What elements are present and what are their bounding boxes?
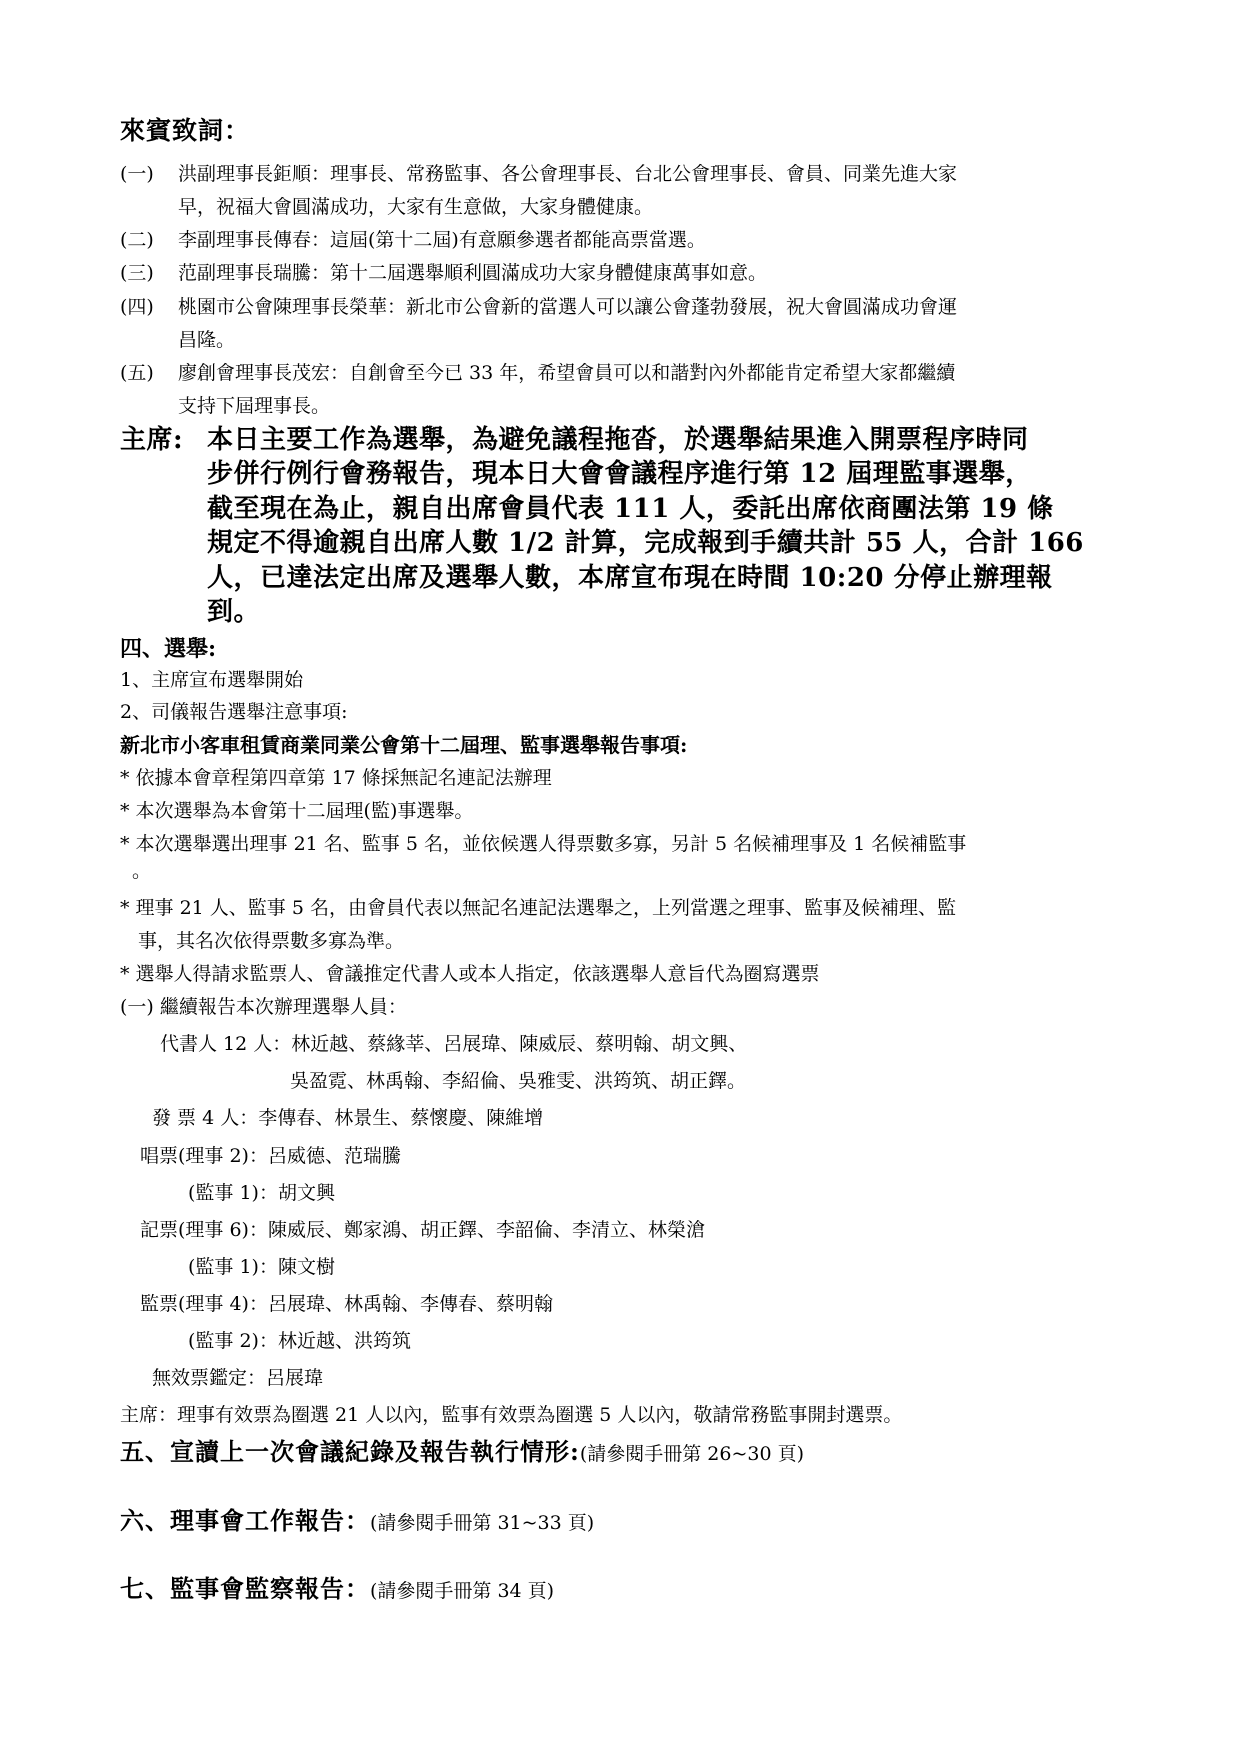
guest-item-text: 桃園市公會陳理事長榮華：新北市公會新的當選人可以讓公會蓬勃發展，祝大會圓滿成功會運 bbox=[178, 296, 958, 318]
staff-recorders-director: 記票(理事 6)：陳威辰、鄭家鴻、胡正鐸、李韶倫、李清立、林榮滄 bbox=[140, 1219, 705, 1241]
staff-ballot-issuers: 發 票 4 人：李傳春、林景生、蔡懷慶、陳維增 bbox=[152, 1107, 544, 1129]
notice-item: * 本次選舉為本會第十二屆理(監)事選舉。 bbox=[120, 800, 474, 822]
chair-statement-line: 步併行例行會務報告，現本日大會會議程序進行第 12 屆理監事選舉， bbox=[207, 459, 1032, 489]
staff-recorders-supervisor: (監事 1)：陳文樹 bbox=[188, 1256, 335, 1278]
chair-statement-line: 截至現在為止，親自出席會員代表 111 人，委託出席依商團法第 19 條 bbox=[207, 494, 1054, 524]
section-heading-7 bbox=[120, 1575, 554, 1604]
chair-statement-line: 到。 bbox=[207, 597, 261, 627]
section-heading-6 bbox=[120, 1507, 594, 1536]
staff-scribes-cont: 吳盈霓、林禹翰、李紹倫、吳雅雯、洪筠筑、胡正鐸。 bbox=[290, 1070, 747, 1092]
notice-item: * 選舉人得請求監票人、會議推定代書人或本人指定，依該選舉人意旨代為圈寫選票 bbox=[120, 963, 820, 985]
staff-callers-supervisor: (監事 1)：胡文興 bbox=[188, 1182, 335, 1204]
section-title: 五、宣讀上一次會議紀錄及報告執行情形: bbox=[120, 1437, 580, 1466]
section-heading-5 bbox=[120, 1438, 804, 1467]
staff-callers-director: 唱票(理事 2)：呂威德、范瑞騰 bbox=[140, 1145, 401, 1167]
chair-statement-line: 規定不得逾親自出席人數 1/2 計算，完成報到手續共計 55 人，合計 166 bbox=[207, 528, 1084, 558]
guest-item-num: (一) bbox=[120, 163, 154, 185]
notice-item-cont: 事，其名次依得票數多寡為準。 bbox=[138, 930, 405, 952]
notice-title: 新北市小客車租賃商業同業公會第十二屆理、監事選舉報告事項: bbox=[120, 733, 688, 757]
notice-item: * 本次選舉選出理事 21 名、監事 5 名，並依候選人得票數多寡，另計 5 名候補理事及 1 名候補監事 bbox=[120, 833, 967, 855]
guest-item-num: (二) bbox=[120, 229, 154, 251]
election-step: 1、主席宣布選舉開始 bbox=[120, 669, 304, 691]
section-page-ref: (請參閱手冊第 34 頁) bbox=[370, 1580, 555, 1602]
notice-item-cont: 。 bbox=[132, 860, 152, 882]
guest-item-num: (四) bbox=[120, 296, 154, 318]
section-title: 七、監事會監察報告： bbox=[120, 1574, 370, 1603]
guest-item-text: 范副理事長瑞騰：第十二屆選舉順利圓滿成功大家身體健康萬事如意。 bbox=[178, 262, 768, 284]
staff-scribes: 代書人 12 人：林近越、蔡緣莘、呂展瑋、陳威辰、蔡明翰、胡文興、 bbox=[160, 1033, 748, 1055]
notice-item: * 理事 21 人、監事 5 名，由會員代表以無記名連記法選舉之，上列當選之理事、監事及候補理、監 bbox=[120, 897, 956, 919]
chair-statement-line: 本日主要工作為選舉，為避免議程拖沓，於選舉結果進入開票程序時同 bbox=[207, 425, 1029, 455]
guest-item-num: (五) bbox=[120, 362, 154, 384]
guest-item-text: 洪副理事長鉅順：理事長、常務監事、各公會理事長、台北公會理事長、會員、同業先進大家 bbox=[178, 163, 958, 185]
guest-item-text: 廖創會理事長茂宏：自創會至今已 33 年，希望會員可以和諧對內外都能肯定希望大家都繼續 bbox=[178, 362, 956, 384]
election-heading: 四、選舉: bbox=[120, 636, 217, 662]
chair-label: 主席: bbox=[120, 425, 184, 455]
guest-item-text-cont: 早，祝福大會圓滿成功，大家有生意做，大家身體健康。 bbox=[178, 196, 654, 218]
notice-item: * 依據本會章程第四章第 17 條採無記名連記法辦理 bbox=[120, 767, 552, 789]
staff-intro: (一) 繼續報告本次辦理選舉人員： bbox=[120, 996, 407, 1018]
section-page-ref: (請參閱手冊第 26~30 頁) bbox=[579, 1443, 805, 1465]
guest-item-num: (三) bbox=[120, 262, 154, 284]
section-title: 六、理事會工作報告： bbox=[120, 1506, 370, 1535]
staff-monitors-supervisor: (監事 2)：林近越、洪筠筑 bbox=[188, 1330, 411, 1352]
guest-item-text-cont: 支持下屆理事長。 bbox=[178, 395, 331, 417]
section-page-ref: (請參閱手冊第 31~33 頁) bbox=[370, 1512, 595, 1534]
chair-note: 主席：理事有效票為圈選 21 人以內，監事有效票為圈選 5 人以內，敬請常務監事開封選票。 bbox=[120, 1404, 903, 1426]
guest-speech-heading: 來賓致詞： bbox=[120, 116, 251, 145]
staff-monitors-director: 監票(理事 4)：呂展瑋、林禹翰、李傳春、蔡明翰 bbox=[140, 1293, 553, 1315]
guest-item-text: 李副理事長傳春：這屆(第十二屆)有意願參選者都能高票當選。 bbox=[178, 229, 706, 251]
guest-item-text-cont: 昌隆。 bbox=[178, 329, 236, 351]
staff-invalid-judge: 無效票鑑定：呂展瑋 bbox=[152, 1367, 324, 1389]
election-step: 2、司儀報告選舉注意事項: bbox=[120, 701, 348, 723]
chair-statement-line: 人，已達法定出席及選舉人數，本席宣布現在時間 10:20 分停止辦理報 bbox=[207, 563, 1053, 593]
